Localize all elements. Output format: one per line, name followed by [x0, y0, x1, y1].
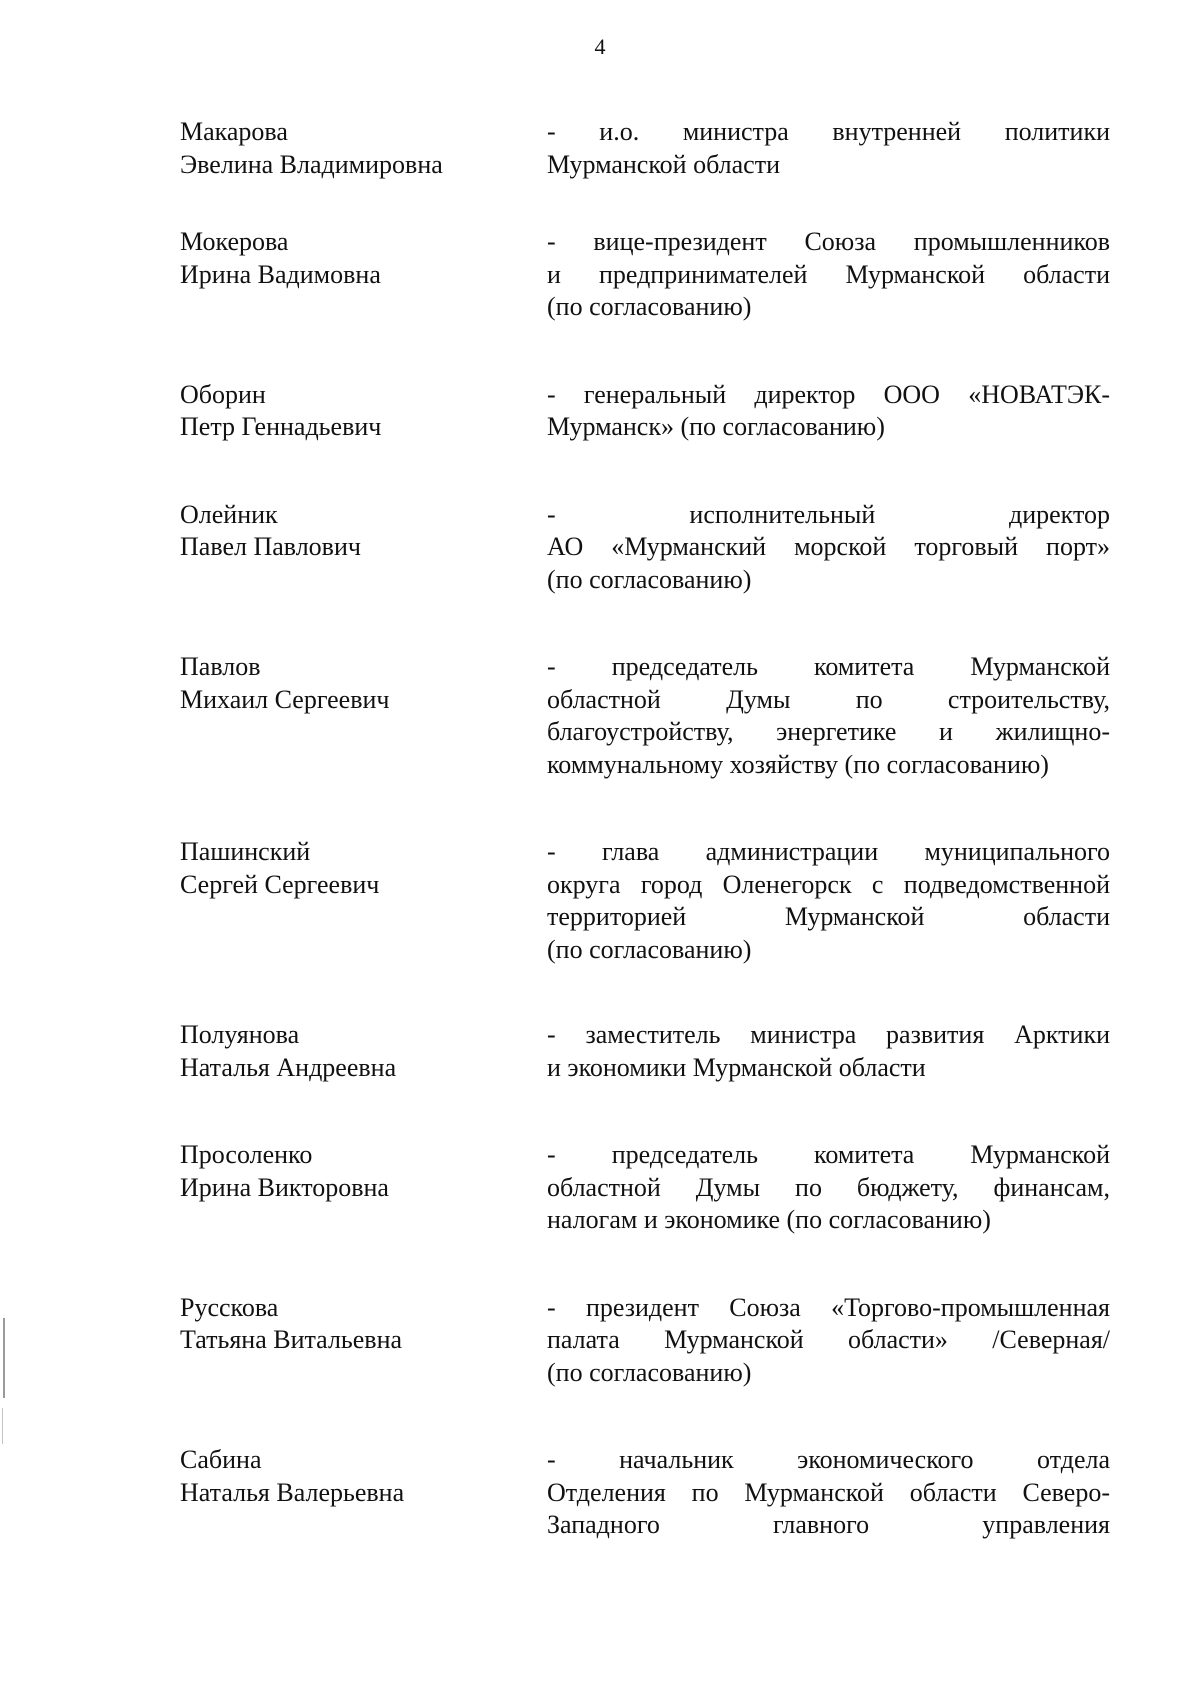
member-position — [547, 1292, 1110, 1390]
member-surname: Просоленко — [180, 1140, 313, 1169]
member-name — [180, 116, 547, 181]
position-line: - председатель комитета Мурманской — [547, 652, 1110, 681]
position-line: округа город Оленегорск с подведомственной — [547, 869, 1110, 899]
position-line: коммунальному хозяйству (по согласованию) — [547, 749, 1049, 779]
scan-edge-mark — [2, 1408, 3, 1444]
member-name — [180, 1019, 547, 1084]
member-position — [547, 226, 1110, 324]
member-name — [180, 1139, 547, 1204]
member-surname: Макарова — [180, 117, 288, 146]
position-line: - исполнительный директор — [547, 499, 1110, 529]
position-line: Мурманской области — [547, 149, 780, 179]
position-line: - заместитель министра развития Арктики — [547, 1020, 1110, 1049]
member-name — [180, 226, 547, 291]
member-surname: Оборин — [180, 379, 266, 409]
position-line: (по согласованию) — [547, 564, 752, 594]
member-name — [180, 379, 547, 444]
member-given-names: Михаил Сергеевич — [180, 684, 390, 714]
position-line: благоустройству, энергетике и жилищно- — [547, 717, 1110, 746]
position-line: Отделения по Мурманской области Северо- — [547, 1477, 1110, 1507]
member-surname: Мокерова — [180, 227, 289, 256]
member-name — [180, 651, 547, 716]
list-item — [180, 1139, 1110, 1237]
member-surname: Пашинский — [180, 837, 311, 866]
list-item — [180, 1019, 1110, 1084]
member-given-names: Ирина Викторовна — [180, 1172, 389, 1202]
position-line: - начальник экономического отдела — [547, 1445, 1110, 1474]
member-position — [547, 379, 1110, 444]
position-line: - и.о. министра внутренней политики — [547, 117, 1110, 146]
member-name — [180, 1292, 547, 1357]
member-position — [547, 1019, 1110, 1084]
member-name — [180, 1444, 547, 1509]
member-position — [547, 499, 1110, 597]
member-given-names: Эвелина Владимировна — [180, 149, 443, 179]
list-item — [180, 651, 1110, 781]
member-position — [547, 651, 1110, 781]
member-position — [547, 1139, 1110, 1237]
position-line: - президент Союза «Торгово-промышленная — [547, 1292, 1110, 1322]
member-given-names: Павел Павлович — [180, 532, 361, 561]
member-name — [180, 499, 547, 564]
member-given-names: Ирина Вадимовна — [180, 259, 381, 289]
member-surname: Полуянова — [180, 1020, 300, 1049]
scan-edge-mark — [3, 1318, 5, 1398]
member-given-names: Сергей Сергеевич — [180, 869, 380, 899]
position-line: (по согласованию) — [547, 934, 752, 964]
member-name — [180, 836, 547, 901]
member-position — [547, 836, 1110, 966]
position-line: Западного главного управления — [547, 1510, 1110, 1539]
position-line: и предпринимателей Мурманской области — [547, 259, 1110, 289]
position-line: областной Думы по строительству, — [547, 684, 1110, 714]
member-given-names: Наталья Валерьевна — [180, 1477, 405, 1507]
position-line: Мурманск» (по согласованию) — [547, 412, 885, 441]
position-line: палата Мурманской области» /Северная/ — [547, 1325, 1110, 1354]
position-line: областной Думы по бюджету, финансам, — [547, 1172, 1110, 1202]
member-list — [180, 116, 1110, 1542]
member-given-names: Наталья Андреевна — [180, 1052, 397, 1082]
list-item — [180, 836, 1110, 966]
list-item — [180, 1292, 1110, 1390]
member-position — [547, 116, 1110, 181]
position-line: - генеральный директор ООО «НОВАТЭК- — [547, 379, 1110, 409]
member-given-names: Татьяна Витальевна — [180, 1325, 403, 1354]
position-line: - председатель комитета Мурманской — [547, 1140, 1110, 1169]
list-item — [180, 116, 1110, 181]
page-number: 4 — [594, 34, 606, 59]
position-line: налогам и экономике (по согласованию) — [547, 1205, 991, 1234]
position-line: и экономики Мурманской области — [547, 1052, 926, 1082]
list-item — [180, 1444, 1110, 1542]
position-line: АО «Мурманский морской торговый порт» — [547, 532, 1110, 561]
member-surname: Сабина — [180, 1445, 262, 1474]
position-line: - глава администрации муниципального — [547, 837, 1110, 866]
position-line: (по согласованию) — [547, 292, 752, 321]
list-item — [180, 226, 1110, 324]
member-surname: Павлов — [180, 652, 261, 681]
member-surname: Русскова — [180, 1292, 279, 1322]
position-line: (по согласованию) — [547, 1357, 752, 1387]
position-line: территорией Мурманской области — [547, 902, 1110, 931]
list-item — [180, 379, 1110, 444]
position-line: - вице-президент Союза промышленников — [547, 227, 1110, 256]
member-position — [547, 1444, 1110, 1542]
list-item — [180, 499, 1110, 597]
member-surname: Олейник — [180, 499, 278, 529]
member-given-names: Петр Геннадьевич — [180, 412, 382, 441]
